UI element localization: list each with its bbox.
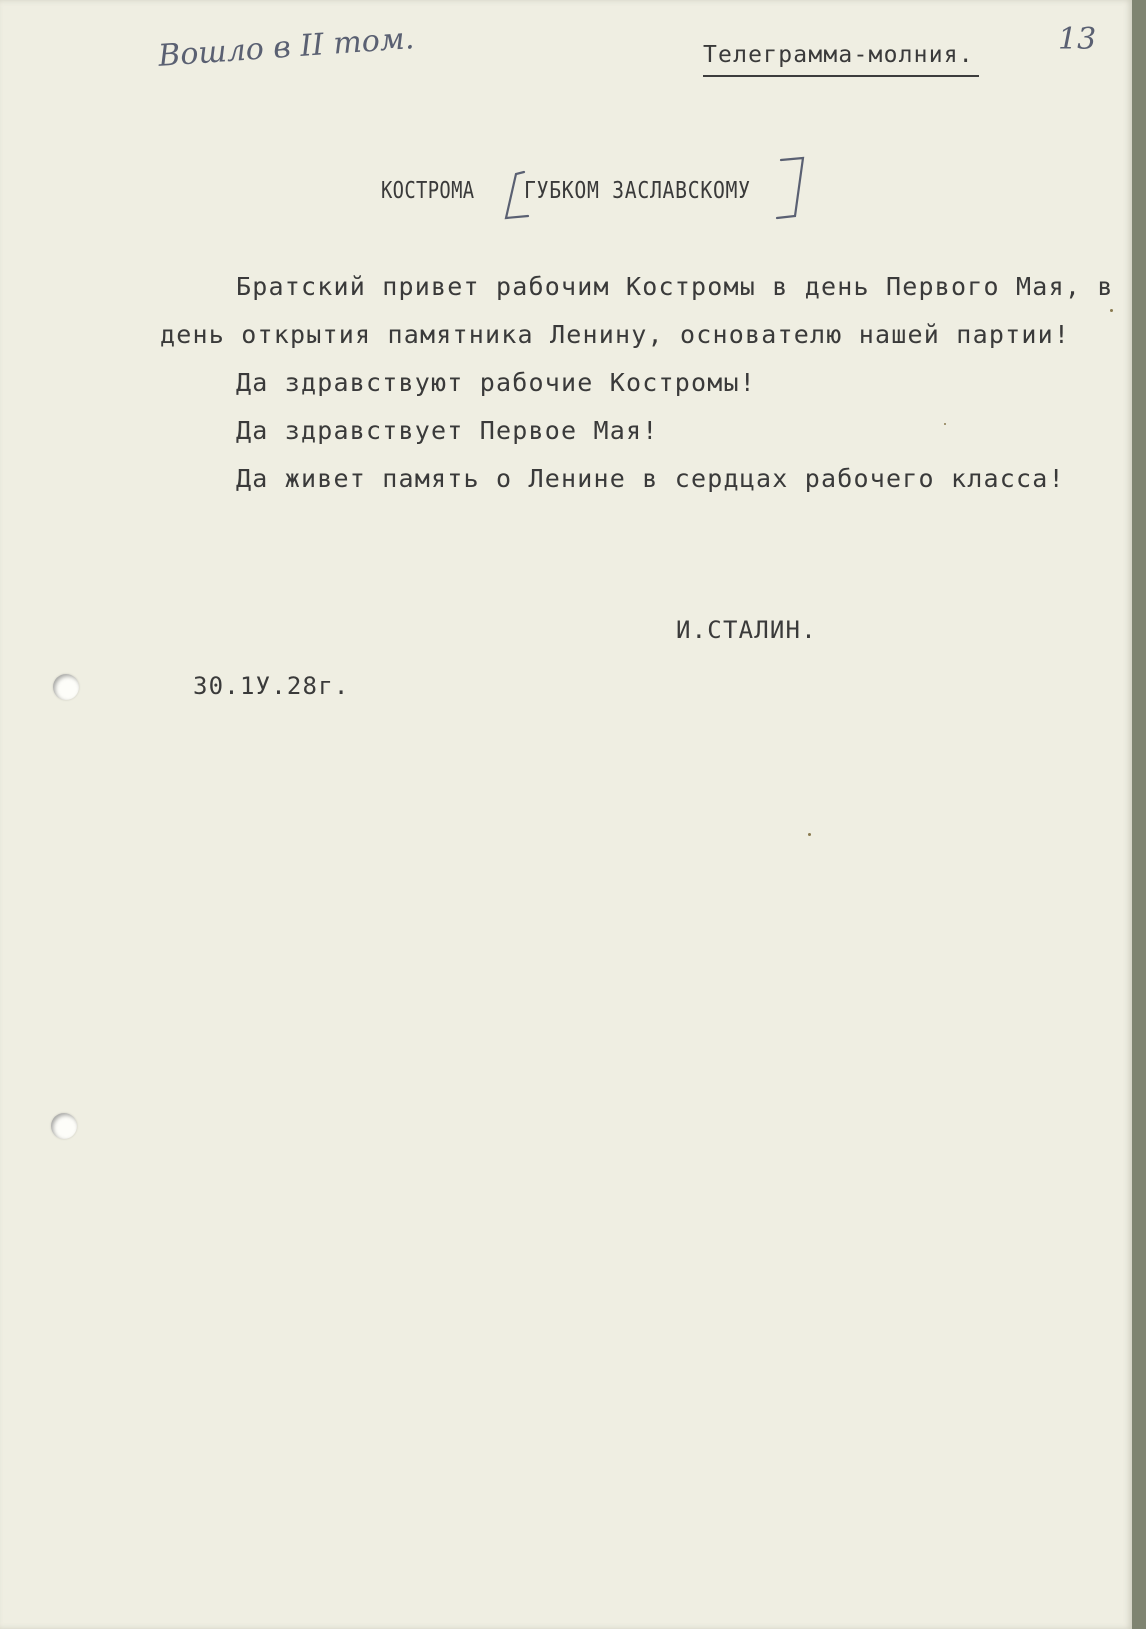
paper-speck <box>944 423 946 425</box>
page-number: 13 <box>1058 22 1097 57</box>
document-date: 30.1У.28г. <box>193 672 350 700</box>
addressee-bracket-close <box>775 156 809 222</box>
addressee: ГУБКОМ ЗАСЛАВСКОМУ <box>524 178 751 204</box>
punch-hole-top <box>53 674 79 700</box>
paper-speck <box>1110 309 1113 312</box>
body-line-1: Братский привет рабочим Костромы в день Первого Мая, в <box>236 272 1114 301</box>
body-line-4: Да здравствует Первое Мая! <box>236 416 659 445</box>
document-header: Телеграмма-молния. <box>703 42 974 68</box>
signature: И.СТАЛИН. <box>676 616 817 644</box>
body-line-5: Да живет память о Ленине в сердцах рабочего класса! <box>236 464 1065 493</box>
body-line-2: день открытия памятника Ленину, основателю нашей партии! <box>160 320 1071 349</box>
body-line-3: Да здравствуют рабочие Костромы! <box>236 368 757 397</box>
addressee-city: КОСТРОМА <box>381 178 475 204</box>
header-underline <box>703 75 979 77</box>
paper-speck <box>808 833 811 836</box>
punch-hole-bottom <box>51 1113 77 1139</box>
handwritten-note: Вошло в II том. <box>157 21 416 74</box>
